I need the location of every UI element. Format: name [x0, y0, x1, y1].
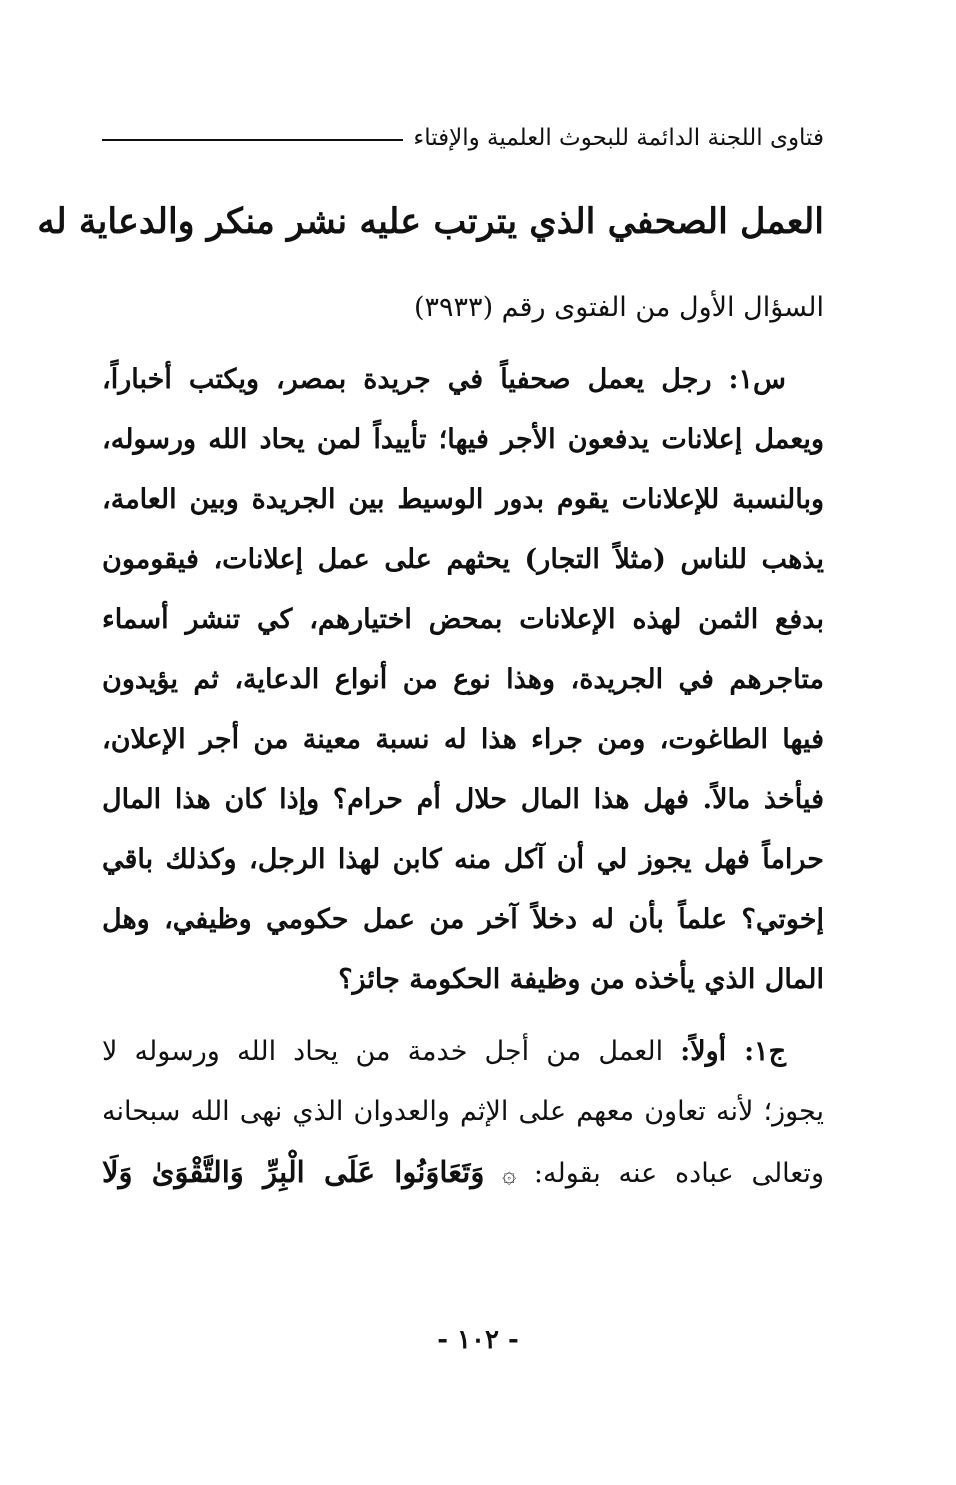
question-line: متاجرهم في الجريدة، وهذا نوع من أنواع الدعاية، ثم يؤيدون [102, 664, 824, 695]
question-line: فيها الطاغوت، ومن جراء هذا له نسبة معينة من أجر الإعلان، [102, 724, 824, 755]
answer-line-text: العمل من أجل خدمة من يحاد الله ورسوله لا [102, 1036, 664, 1067]
running-header-text: فتاوى اللجنة الدائمة للبحوث العلمية والإفتاء [413, 125, 824, 151]
running-header [102, 118, 824, 158]
quran-verse: وَتَعَاوَنُوا عَلَى الْبِرِّ وَالتَّقْوَىٰ وَلَا [102, 1155, 485, 1189]
question-paragraph [102, 350, 824, 1010]
question-line: وبالنسبة للإعلانات يقوم بدور الوسيط بين الجريدة وبين العامة، [102, 484, 824, 515]
answer-line [102, 1022, 824, 1082]
quran-ornament-icon: ۞ [502, 1160, 517, 1188]
question-label: السؤال الأول من الفتوى رقم (٣٩٣٣) [414, 292, 824, 323]
answer-line-text: وتعالى عباده عنه بقوله: [533, 1158, 824, 1189]
question-line: ويعمل إعلانات يدفعون الأجر فيها؛ تأييداً لمن يحاد الله ورسوله، [102, 424, 824, 455]
answer-line [102, 1142, 824, 1202]
answer-line: يجوز؛ لأنه تعاون معهم على الإثم والعدوان الذي نهى الله سبحانه [102, 1096, 824, 1127]
header-rule [102, 139, 403, 141]
page-number: - ١٠٢ - [437, 1325, 519, 1355]
question-line: حراماً فهل يجوز لي أن آكل منه كابن لهذا الرجل، وكذلك باقي [102, 844, 824, 875]
question-line: س١: رجل يعمل صحفياً في جريدة بمصر، ويكتب أخباراً، [102, 364, 786, 395]
question-line: المال الذي يأخذه من وظيفة الحكومة جائز؟ [338, 964, 824, 995]
body-text [102, 350, 824, 1202]
page-title: العمل الصحفي الذي يترتب عليه نشر منكر والدعاية له [37, 201, 824, 242]
answer-lead: ج١: أولاً: [680, 1036, 786, 1067]
question-line: بدفع الثمن لهذه الإعلانات بمحض اختيارهم، كي تنشر أسماء [102, 604, 824, 635]
question-line: فيأخذ مالاً. فهل هذا المال حلال أم حرام؟ وإذا كان هذا المال [102, 784, 824, 815]
answer-paragraph [102, 1022, 824, 1202]
question-line: يذهب للناس (مثلاً التجار) يحثهم على عمل إعلانات، فيقومون [102, 544, 824, 575]
question-line: إخوتي؟ علماً بأن له دخلاً آخر من عمل حكومي وظيفي، وهل [102, 904, 824, 935]
